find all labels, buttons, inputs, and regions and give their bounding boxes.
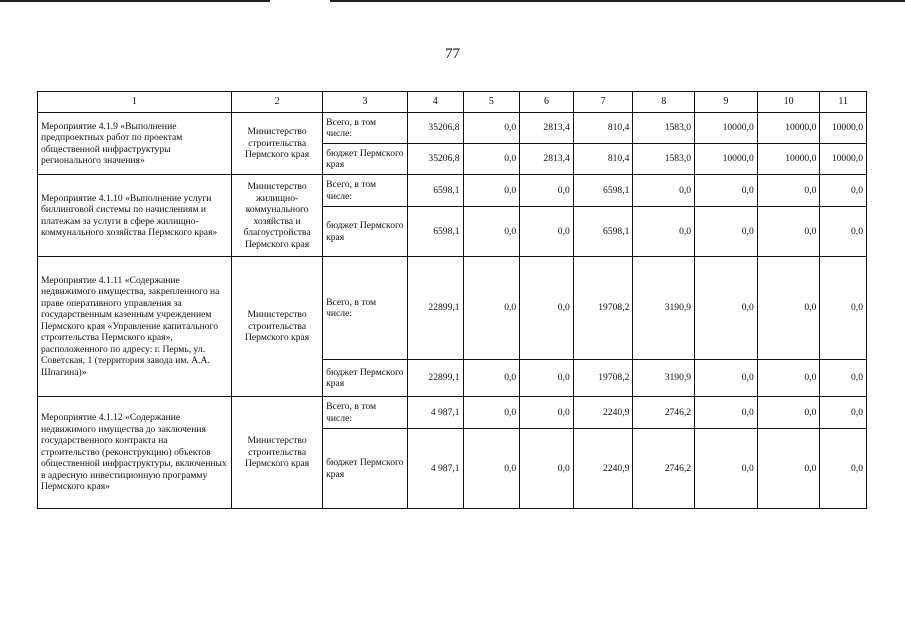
amount-cell: 0,0 — [695, 360, 758, 397]
header-col-7: 7 — [573, 92, 633, 113]
amount-cell: 10000,0 — [820, 144, 867, 175]
executor-name: Министерство строительства Пермского края — [232, 397, 323, 509]
amount-cell: 0,0 — [463, 207, 520, 257]
amount-cell: 35206,8 — [408, 144, 464, 175]
header-col-11: 11 — [820, 92, 867, 113]
table-row — [38, 397, 867, 429]
amount-cell: 0,0 — [463, 360, 520, 397]
funding-source: Всего, в том числе: — [323, 175, 408, 207]
amount-cell: 0,0 — [520, 175, 574, 207]
amount-cell: 0,0 — [820, 175, 867, 207]
amount-cell: 0,0 — [757, 397, 820, 429]
amount-cell: 0,0 — [520, 207, 574, 257]
amount-cell: 0,0 — [463, 175, 520, 207]
amount-cell: 0,0 — [820, 207, 867, 257]
amount-cell: 2240,9 — [573, 429, 633, 509]
amount-cell: 35206,8 — [408, 113, 464, 144]
amount-cell: 0,0 — [820, 397, 867, 429]
header-col-4: 4 — [408, 92, 464, 113]
amount-cell: 0,0 — [633, 207, 695, 257]
header-col-2: 2 — [232, 92, 323, 113]
amount-cell: 10000,0 — [757, 113, 820, 144]
header-col-8: 8 — [633, 92, 695, 113]
table-row — [38, 113, 867, 144]
amount-cell: 0,0 — [820, 257, 867, 360]
funding-source: Всего, в том числе: — [323, 397, 408, 429]
header-row — [38, 92, 867, 113]
scan-top-line-right — [330, 0, 905, 2]
amount-cell: 0,0 — [820, 429, 867, 509]
amount-cell: 0,0 — [695, 257, 758, 360]
measure-name: Мероприятие 4.1.10 «Выполнение услуги биллинговой системы по начислениям и платежам за услуги в сфере жилищно-коммунального хозяйства Пермского края» — [38, 175, 232, 257]
funding-source: Всего, в том числе: — [323, 113, 408, 144]
funding-source: бюджет Пермского края — [323, 144, 408, 175]
header-col-3: 3 — [323, 92, 408, 113]
amount-cell: 0,0 — [695, 207, 758, 257]
amount-cell: 10000,0 — [695, 144, 758, 175]
amount-cell: 0,0 — [463, 113, 520, 144]
amount-cell: 810,4 — [573, 144, 633, 175]
amount-cell: 0,0 — [695, 397, 758, 429]
amount-cell: 4 987,1 — [408, 397, 464, 429]
amount-cell: 1583,0 — [633, 113, 695, 144]
executor-name: Министерство строительства Пермского края — [232, 257, 323, 397]
executor-name: Министерство жилищно-коммунального хозяйства и благоустройства Пермского края — [232, 175, 323, 257]
amount-cell: 6598,1 — [408, 207, 464, 257]
amount-cell: 0,0 — [757, 429, 820, 509]
funding-source: бюджет Пермского края — [323, 360, 408, 397]
amount-cell: 0,0 — [820, 360, 867, 397]
measure-name: Мероприятие 4.1.11 «Содержание недвижимого имущества, закрепленного на праве оперативного управления за государственным казенным учреждением Пермского края «Управление капитального строительства Пермского края», расположенного по адресу: г. Пермь, ул. Советская, 1 (территория завода им. А.А. Шпагина)» — [38, 257, 232, 397]
amount-cell: 10000,0 — [695, 113, 758, 144]
executor-name: Министерство строительства Пермского края — [232, 113, 323, 175]
header-col-9: 9 — [695, 92, 758, 113]
amount-cell: 0,0 — [463, 144, 520, 175]
amount-cell: 2813,4 — [520, 144, 574, 175]
amount-cell: 19708,2 — [573, 360, 633, 397]
table-row — [38, 175, 867, 207]
amount-cell: 6598,1 — [573, 207, 633, 257]
header-col-10: 10 — [757, 92, 820, 113]
amount-cell: 22899,1 — [408, 360, 464, 397]
amount-cell: 6598,1 — [408, 175, 464, 207]
header-col-1: 1 — [38, 92, 232, 113]
amount-cell: 19708,2 — [573, 257, 633, 360]
amount-cell: 2746,2 — [633, 429, 695, 509]
amount-cell: 0,0 — [757, 257, 820, 360]
amount-cell: 810,4 — [573, 113, 633, 144]
amount-cell: 2240,9 — [573, 397, 633, 429]
measure-name: Мероприятие 4.1.9 «Выполнение предпроектных работ по проектам общественной инфраструктуры регионального значения» — [38, 113, 232, 175]
table-row — [38, 257, 867, 360]
amount-cell: 0,0 — [520, 397, 574, 429]
amount-cell: 22899,1 — [408, 257, 464, 360]
amount-cell: 0,0 — [757, 360, 820, 397]
amount-cell: 1583,0 — [633, 144, 695, 175]
amount-cell: 10000,0 — [757, 144, 820, 175]
scan-top-line-left — [0, 0, 270, 2]
amount-cell: 2813,4 — [520, 113, 574, 144]
page-number: 77 — [445, 46, 460, 62]
amount-cell: 6598,1 — [573, 175, 633, 207]
amount-cell: 2746,2 — [633, 397, 695, 429]
amount-cell: 3190,9 — [633, 257, 695, 360]
amount-cell: 0,0 — [633, 175, 695, 207]
measure-name: Мероприятие 4.1.12 «Содержание недвижимого имущества до заключения государственного контракта на строительство (реконструкцию) объектов общественной инфраструктуры, включенных в адресную инвестиционную программу Пермского края» — [38, 397, 232, 509]
amount-cell: 3190,9 — [633, 360, 695, 397]
amount-cell: 0,0 — [520, 429, 574, 509]
budget-table — [37, 91, 867, 509]
amount-cell: 0,0 — [695, 175, 758, 207]
funding-source: бюджет Пермского края — [323, 207, 408, 257]
amount-cell: 0,0 — [757, 175, 820, 207]
amount-cell: 0,0 — [463, 257, 520, 360]
amount-cell: 0,0 — [520, 257, 574, 360]
amount-cell: 0,0 — [757, 207, 820, 257]
header-col-5: 5 — [463, 92, 520, 113]
header-col-6: 6 — [520, 92, 574, 113]
funding-source: Всего, в том числе: — [323, 257, 408, 360]
amount-cell: 0,0 — [463, 397, 520, 429]
amount-cell: 0,0 — [695, 429, 758, 509]
funding-source: бюджет Пермского края — [323, 429, 408, 509]
amount-cell: 4 987,1 — [408, 429, 464, 509]
amount-cell: 10000,0 — [820, 113, 867, 144]
amount-cell: 0,0 — [463, 429, 520, 509]
amount-cell: 0,0 — [520, 360, 574, 397]
